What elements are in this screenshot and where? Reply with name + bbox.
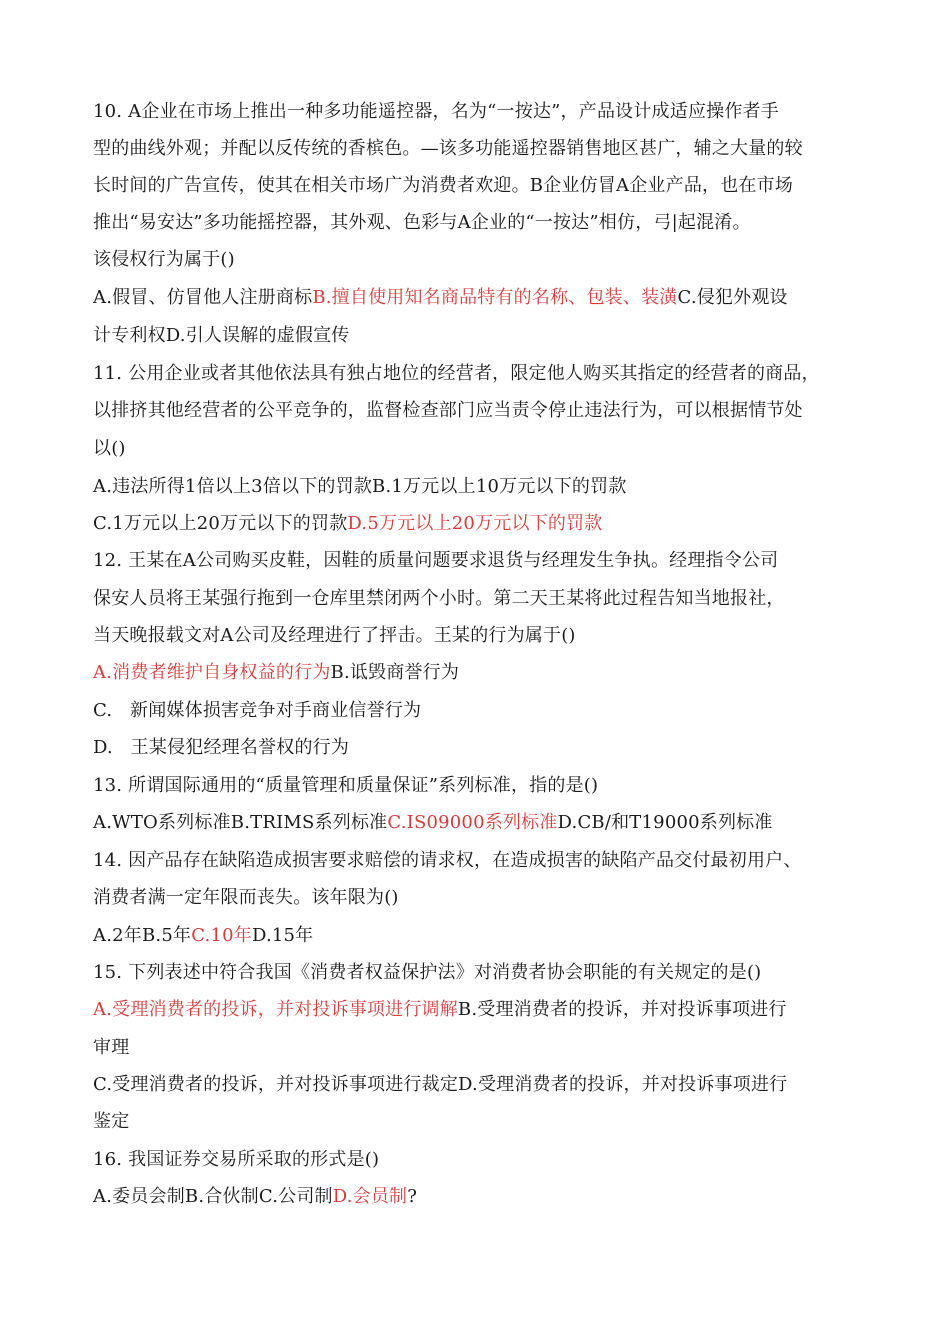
question-10-line-2: 型的曲线外观；并配以反传统的香槟色。—该多功能遥控器销售地区甚广，辅之大量的较 [93, 138, 803, 159]
question-12-options-line-1: A.消费者维护自身权益的行为B.诋毁商誉行为 [93, 662, 460, 683]
answer-highlight: A.消费者维护自身权益的行为 [93, 662, 331, 683]
question-10-line-5: 该侵权行为属于() [93, 249, 235, 270]
question-15-options-line-2: 审理 [93, 1037, 130, 1058]
answer-highlight: B.擅自使用知名商品特有的名称、包装、装潢 [312, 287, 678, 308]
answer-highlight: A.受理消费者的投诉，并对投诉事项进行调解 [93, 999, 458, 1020]
question-10-options-line-1: A.假冒、仿冒他人注册商标B.擅自使用知名商品特有的名称、包装、装潢C.侵犯外观设 [93, 287, 788, 308]
answer-highlight: D.会员制 [332, 1186, 408, 1207]
question-12-line-1: 12. 王某在A公司购买皮鞋，因鞋的质量问题要求退货与经理发生争执。经理指令公司 [93, 550, 779, 571]
question-15-line-1: 15. 下列表述中符合我国《消费者权益保护法》对消费者协会职能的有关规定的是() [93, 962, 762, 983]
answer-highlight: C.IS09000系列标准 [387, 812, 558, 833]
answer-highlight: D.5万元以上20万元以下的罚款 [347, 513, 603, 534]
question-14-options: A.2年B.5年C.10年D.15年 [93, 925, 314, 946]
answer-highlight: C.10年 [191, 925, 252, 946]
question-11-line-3: 以() [93, 438, 126, 459]
question-10-options-line-2: 计专利权D.引人误解的虚假宣传 [93, 325, 350, 346]
question-12-line-3: 当天晚报载文对A公司及经理进行了抨击。王某的行为属于() [93, 625, 576, 646]
question-16-options: A.委员会制B.合伙制C.公司制D.会员制? [93, 1186, 418, 1207]
question-11-options-line-1: A.违法所得1倍以上3倍以下的罚款B.1万元以上10万元以下的罚款 [93, 476, 627, 497]
question-13-line-1: 13. 所谓国际通用的“质量管理和质量保证”系列标准，指的是() [93, 775, 599, 796]
question-14-line-2: 消费者满一定年限而丧失。该年限为() [93, 887, 399, 908]
question-16-line-1: 16. 我国证券交易所采取的形式是() [93, 1149, 380, 1170]
question-12-option-c: C. 新闻媒体损害竞争对手商业信誉行为 [93, 700, 422, 721]
question-13-options: A.WTO系列标准B.TRIMS系列标准C.IS09000系列标准D.CB/和T19000系列标准 [93, 812, 773, 833]
question-15-options-line-1: A.受理消费者的投诉，并对投诉事项进行调解B.受理消费者的投诉，并对投诉事项进行 [93, 999, 787, 1020]
question-15-options-line-3: C.受理消费者的投诉，并对投诉事项进行裁定D.受理消费者的投诉，并对投诉事项进行 [93, 1074, 788, 1095]
question-14-line-1: 14. 因产品存在缺陷造成损害要求赔偿的请求权，在造成损害的缺陷产品交付最初用户、 [93, 850, 802, 871]
question-10-line-4: 推出“易安达”多功能摇控器，其外观、色彩与A企业的“一按达”相仿，弓|起混淆。 [93, 212, 751, 233]
question-15-options-line-4: 鉴定 [93, 1111, 130, 1132]
question-11-options-line-2: C.1万元以上20万元以下的罚款D.5万元以上20万元以下的罚款 [93, 513, 603, 534]
question-10-line-1: 10. A企业在市场上推出一种多功能遥控器，名为“一按达”，产品设计成适应操作者手 [93, 101, 779, 122]
question-10-line-3: 长时间的广告宣传，使其在相关市场广为消费者欢迎。B企业仿冒A企业产品，也在市场 [93, 175, 794, 196]
question-12-line-2: 保安人员将王某强行拖到一仓库里禁闭两个小时。第二天王某将此过程告知当地报社， [93, 588, 785, 609]
question-11-line-2: 以排挤其他经营者的公平竞争的，监督检查部门应当责令停止违法行为，可以根据情节处 [93, 400, 803, 421]
question-11-line-1: 11. 公用企业或者其他依法具有独占地位的经营者，限定他人购买其指定的经营者的商品， [93, 363, 820, 384]
question-12-option-d: D. 王某侵犯经理名誉权的行为 [93, 737, 350, 758]
